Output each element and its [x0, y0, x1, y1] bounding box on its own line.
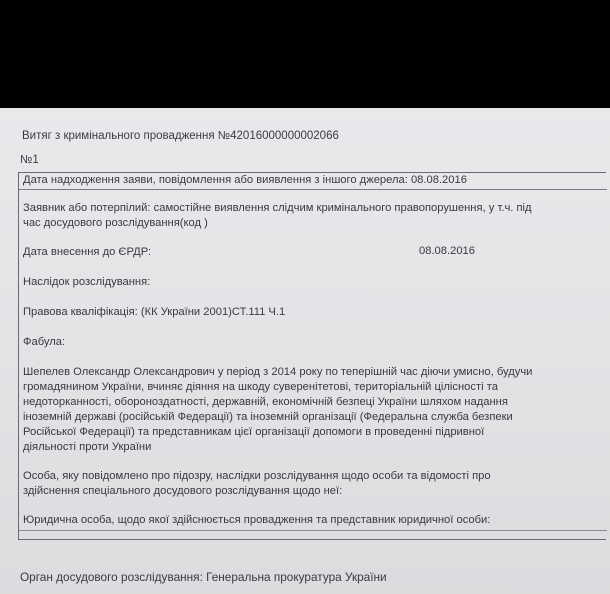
applicant-field-line-1: Заявник або потерпілий: самостійне виявлення слідчим кримінального правопорушення, у т.ч. під — [23, 202, 532, 214]
fabula-label: Фабула: — [23, 336, 66, 348]
fabula-line: громадянином України, вчиняє діяння на шкоду суверенітетові, територіальній цілісності та — [23, 381, 498, 393]
row-divider — [19, 189, 607, 190]
row-divider — [19, 530, 607, 531]
applicant-field-line-2: час досудового розслідування(код ) — [23, 217, 208, 229]
legal-entity-field: Юридична особа, щодо якої здійснюється провадження та представник юридичної особи: — [23, 514, 491, 526]
document-photo — [0, 108, 610, 594]
erdr-date-value: 08.08.2016 — [419, 245, 475, 257]
fabula-line: Російської Федерації) та представникам цієї організації допомоги в проведенні підривної — [23, 426, 485, 438]
suspect-field-line-2: здійснення спеціального досудового розслідування щодо неї: — [23, 485, 343, 497]
fabula-line: іноземній державі (російській Федерації) та іноземній організації (Федеральна служба безпеки — [23, 411, 513, 423]
suspect-field-line-1: Особа, яку повідомлено про підозру, наслідки розслідування щодо особи та відомості про — [23, 470, 491, 482]
dark-background-top — [0, 0, 610, 108]
investigation-result-field: Наслідок розслідування: — [23, 276, 151, 288]
erdr-date-label: Дата внесення до ЄРДР: — [23, 246, 152, 258]
document-number: №1 — [20, 154, 39, 166]
investigation-organ: Орган досудового розслідування: Генеральна прокуратура України — [20, 570, 387, 584]
fabula-line: Шепелев Олександр Олександрович у період з 2014 року по теперішній час діючи умисно, будучи — [23, 366, 533, 378]
receipt-date-field: Дата надходження заяви, повідомлення або виявлення з іншого джерела: 08.08.2016 — [23, 174, 467, 186]
document-title: Витяг з кримінального провадження №42016000000002066 — [22, 130, 339, 142]
legal-qualification-field: Правова кваліфікація: (КК України 2001)СТ.111 Ч.1 — [23, 306, 286, 318]
fabula-line: діяльності проти України — [23, 441, 152, 453]
record-frame — [18, 172, 606, 540]
fabula-line: недоторканності, обороноздатності, державній, економічній безпеці України шляхом надання — [23, 396, 508, 408]
